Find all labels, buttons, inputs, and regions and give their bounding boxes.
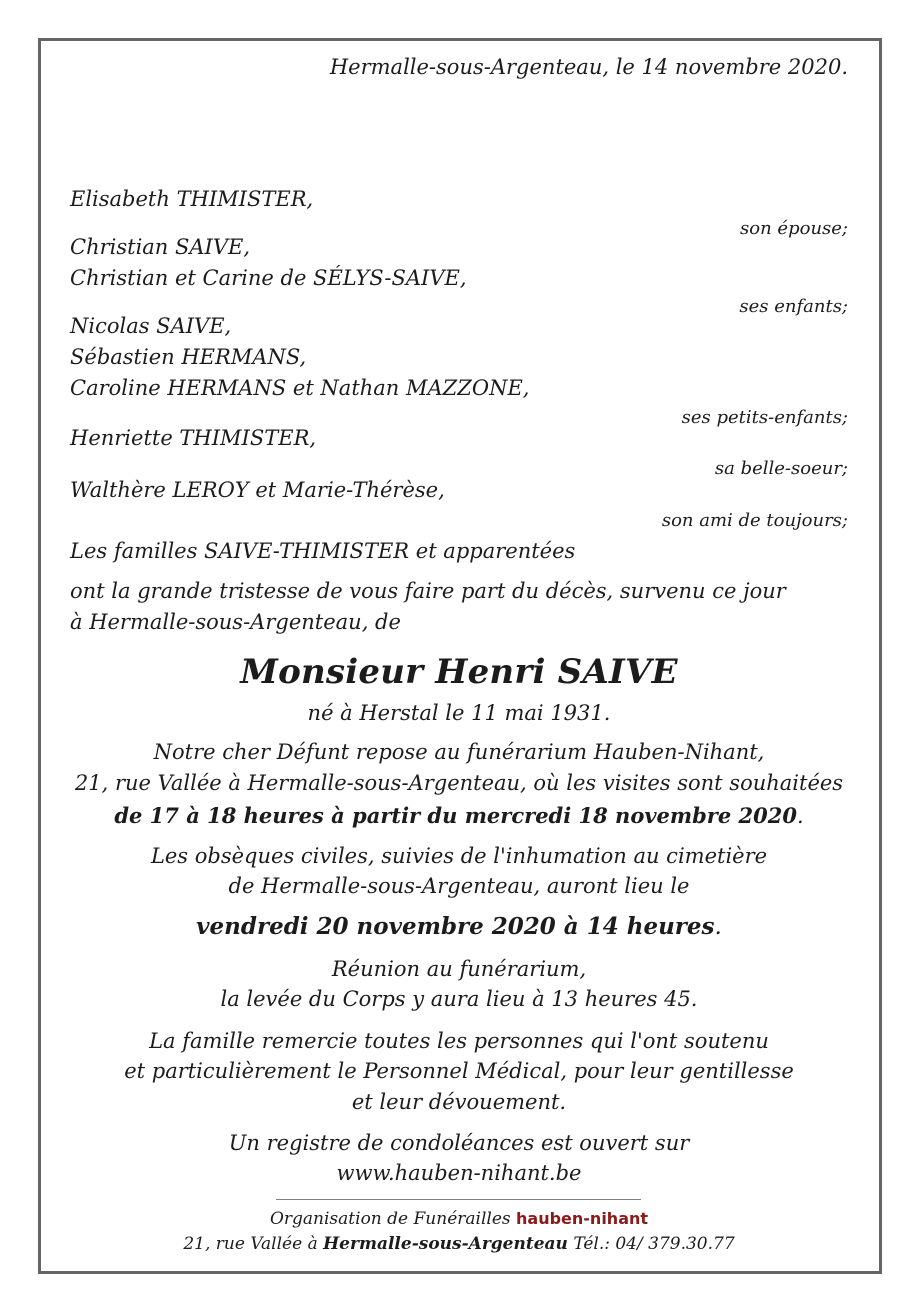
children-role: ses enfants; (739, 296, 848, 317)
sister-in-law-role: sa belle-soeur; (714, 458, 848, 479)
footer-address-prefix: 21, rue Vallée à (183, 1234, 318, 1254)
spouse-role: son épouse; (740, 218, 848, 239)
funeral-date-end: . (714, 914, 722, 940)
funeral-date (0, 914, 918, 940)
friend-name: Walthère LEROY et Marie-Thérèse, (70, 478, 445, 502)
visitation-line-2: 21, rue Vallée à Hermalle-sous-Argenteau, où les visites sont souhaitées (74, 771, 844, 795)
announcement-line-1: ont la grande tristesse de vous faire part du décès, survenu ce jour (70, 579, 786, 603)
funeral-line-2: de Hermalle-sous-Argenteau, auront lieu le (228, 874, 690, 898)
visitation-hours (0, 803, 918, 829)
footer-address-town: Hermalle-sous-Argenteau (323, 1234, 568, 1254)
families-line: Les familles SAIVE-THIMISTER et apparentées (70, 539, 576, 563)
meeting-line-1: Réunion au funérarium, (331, 957, 587, 981)
grandchildren-role: ses petits-enfants; (681, 407, 848, 428)
meeting-line-2: la levée du Corps y aura lieu à 13 heures 45. (220, 987, 698, 1011)
sister-in-law-name: Henriette THIMISTER, (70, 426, 317, 450)
announcement-line-2: à Hermalle-sous-Argenteau, de (70, 610, 401, 634)
funeral-date-bold: vendredi 20 novembre 2020 à 14 heures (196, 913, 715, 940)
grandchild-name: Nicolas SAIVE, (70, 314, 232, 338)
birth-line: né à Herstal le 11 mai 1931. (307, 701, 611, 725)
funeral-line-1: Les obsèques civiles, suivies de l'inhumation au cimetière (150, 844, 768, 868)
visitation-hours-bold: de 17 à 18 heures à partir du mercredi 18 novembre 2020 (114, 803, 797, 828)
brand-logo: hauben-nihant (516, 1209, 649, 1228)
spouse-name: Elisabeth THIMISTER, (70, 187, 314, 211)
footer-phone: Tél.: 04/ 379.30.77 (573, 1234, 735, 1254)
visitation-line-1: Notre cher Défunt repose au funérarium Hauben-Nihant, (153, 740, 765, 764)
footer-organisation (0, 1208, 918, 1230)
deceased-name: Monsieur Henri SAIVE (240, 652, 678, 692)
footer-divider (276, 1199, 641, 1200)
grandchild-name: Caroline HERMANS et Nathan MAZZONE, (70, 376, 530, 400)
child-name: Christian et Carine de SÉLYS-SAIVE, (70, 266, 467, 290)
visitation-hours-end: . (797, 804, 804, 828)
registry-line: Un registre de condoléances est ouvert sur (228, 1131, 690, 1155)
registry-url[interactable]: www.hauben-nihant.be (336, 1161, 582, 1185)
thanks-line-1: La famille remercie toutes les personnes qui l'ont soutenu (149, 1029, 769, 1053)
thanks-line-2: et particulièrement le Personnel Médical, pour leur gentillesse (124, 1059, 794, 1083)
child-name: Christian SAIVE, (70, 235, 251, 259)
place-date: Hermalle-sous-Argenteau, le 14 novembre 2020. (329, 55, 848, 79)
footer-org-prefix: Organisation de Funérailles (269, 1209, 511, 1229)
thanks-line-3: et leur dévouement. (351, 1090, 567, 1114)
grandchild-name: Sébastien HERMANS, (70, 345, 307, 369)
friend-role: son ami de toujours; (661, 510, 848, 531)
footer-address (0, 1233, 918, 1255)
